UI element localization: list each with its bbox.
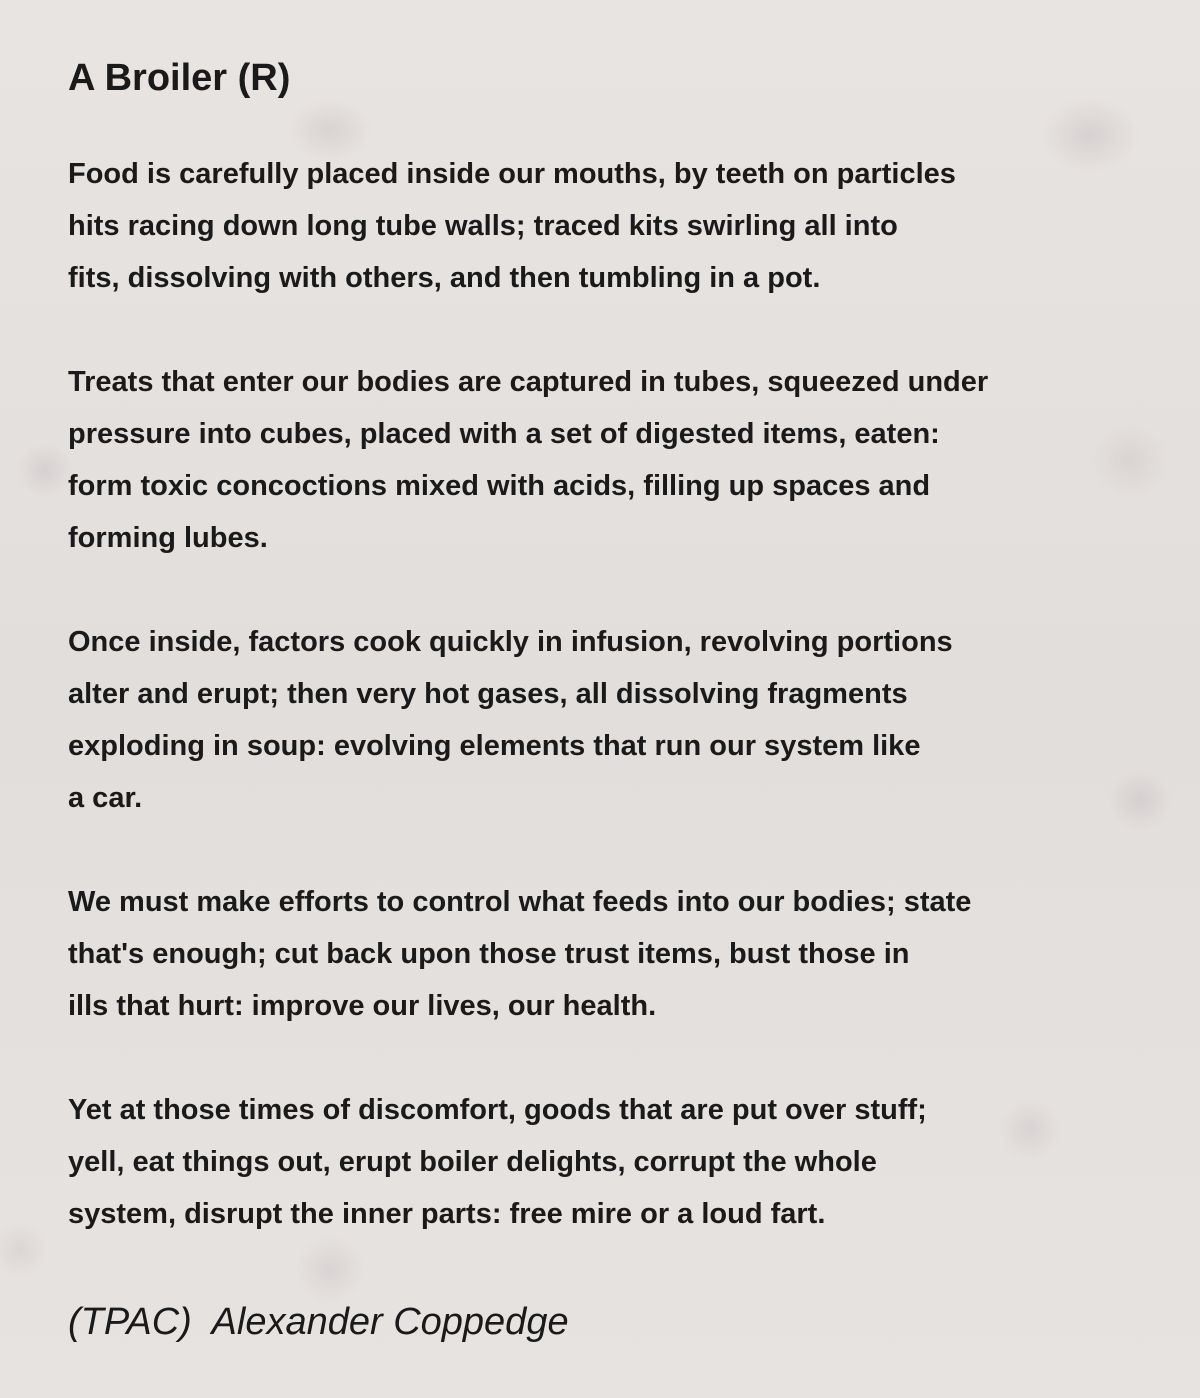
poem-line: hits racing down long tube walls; traced kits swirling all into [68,210,898,242]
poem-line: Food is carefully placed inside our mouths, by teeth on particles [68,158,956,190]
poem-line: form toxic concoctions mixed with acids, filling up spaces and [68,470,931,502]
stanza-2 [68,356,1168,564]
poem-line: yell, eat things out, erupt boiler delights, corrupt the whole [68,1146,877,1178]
poem-line: Once inside, factors cook quickly in infusion, revolving portions [68,626,953,658]
stanza-4 [68,876,1168,1032]
poem-line: ills that hurt: improve our lives, our health. [68,990,657,1022]
stanza-5 [68,1084,1168,1240]
poem-author: (TPAC) Alexander Coppedge [68,1301,569,1343]
poem-line: Yet at those times of discomfort, goods that are put over stuff; [68,1094,927,1126]
poem-line: forming lubes. [68,522,268,554]
poem-container [68,52,1168,1292]
poem-title: A Broiler (R) [68,57,291,99]
poem-line: fits, dissolving with others, and then tumbling in a pot. [68,262,821,294]
stanza-1 [68,148,1168,304]
poem-line: system, disrupt the inner parts: free mire or a loud fart. [68,1198,826,1230]
poem-line: alter and erupt; then very hot gases, all dissolving fragments [68,678,908,710]
poem-line: exploding in soup: evolving elements that run our system like [68,730,921,762]
poem-line: a car. [68,782,143,814]
stanza-3 [68,616,1168,824]
poem-line: Treats that enter our bodies are captured in tubes, squeezed under [68,366,989,398]
poem-line: pressure into cubes, placed with a set of digested items, eaten: [68,418,940,450]
poem-line: that's enough; cut back upon those trust items, bust those in [68,938,910,970]
poem-line: We must make efforts to control what feeds into our bodies; state [68,886,972,918]
